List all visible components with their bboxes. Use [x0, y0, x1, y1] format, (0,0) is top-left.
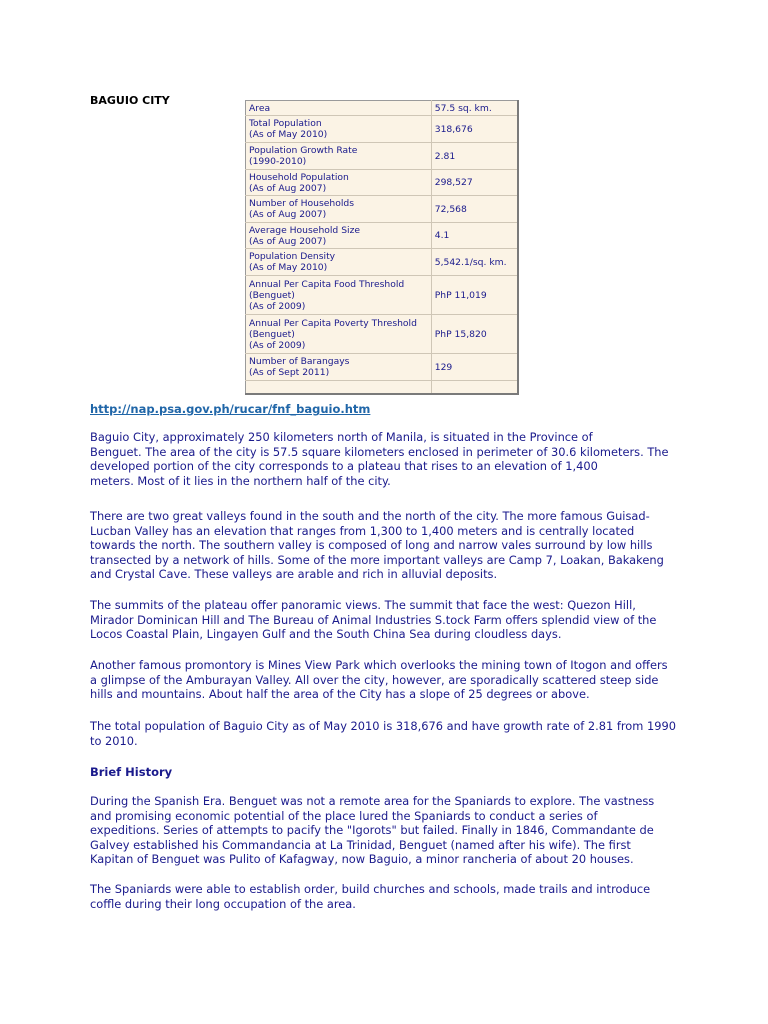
fact-value: 72,568 — [431, 196, 518, 223]
fact-value: PhP 15,820 — [431, 315, 518, 354]
city-facts-table — [245, 100, 519, 395]
fact-value: 5,542.1/sq. km. — [431, 249, 518, 276]
table-row — [246, 249, 519, 276]
fact-label: Number of Households (As of Aug 2007) — [246, 196, 432, 223]
table-row — [246, 116, 519, 143]
fact-label: Total Population (As of May 2010) — [246, 116, 432, 143]
fact-value: PhP 11,019 — [431, 276, 518, 315]
fact-label: Population Growth Rate (1990-2010) — [246, 143, 432, 170]
fact-label: Household Population (As of Aug 2007) — [246, 170, 432, 196]
fact-value: 4.1 — [431, 223, 518, 249]
table-row — [246, 101, 519, 116]
fact-value: 318,676 — [431, 116, 518, 143]
table-row — [246, 381, 519, 395]
table-row — [246, 143, 519, 170]
fact-value: 298,527 — [431, 170, 518, 196]
table-row — [246, 315, 519, 354]
table-row — [246, 196, 519, 223]
body-paragraph: Another famous promontory is Mines View Park which overlooks the mining town of Itogon and offers a glimpse of the Amburayan Valley. All over the city, however, are sporadically scattered steep side hills and mountains. About half the area of the City has a slope of 25 degrees or above. — [90, 658, 668, 701]
fact-label: Population Density (As of May 2010) — [246, 249, 432, 276]
table-row — [246, 170, 519, 196]
body-paragraph: There are two great valleys found in the south and the north of the city. The more famous Guisad- Lucban Valley has an elevation that ranges from 1,300 to 1,400 meters and is centrally located towards the north. The southern valley is composed of long and narrow vales surround by low hills transected by a network of hills. Some of the more important valleys are Camp 7, Loakan, Bakakeng and Crystal Cave. These valleys are arable and rich in alluvial deposits. — [90, 509, 664, 581]
fact-value: 129 — [431, 354, 518, 381]
table-row — [246, 354, 519, 381]
fact-label: Number of Barangays (As of Sept 2011) — [246, 354, 432, 381]
fact-value: 57.5 sq. km. — [431, 101, 518, 116]
fact-value: 2.81 — [431, 143, 518, 170]
table-row — [246, 276, 519, 315]
body-paragraph: The total population of Baguio City as of May 2010 is 318,676 and have growth rate of 2.81 from 1990 to 2010. — [90, 719, 676, 748]
history-paragraph: The Spaniards were able to establish order, build churches and schools, made trails and introduce coffle during their long occupation of the area. — [90, 882, 651, 911]
body-paragraph: Baguio City, approximately 250 kilometers north of Manila, is situated in the Province of Benguet. The area of the city is 57.5 square kilometers enclosed in perimeter of 30.6 kilometers. The developed portion of the city corresponds to a plateau that rises to an elevation of 1,400 meters. Most of it lies in the northern half of the city. — [90, 430, 669, 488]
fact-label: Annual Per Capita Poverty Threshold (Benguet) (As of 2009) — [246, 315, 432, 354]
page-title: BAGUIO CITY — [90, 94, 170, 107]
fact-label: Annual Per Capita Food Threshold (Benguet) (As of 2009) — [246, 276, 432, 315]
fact-label: Area — [246, 101, 432, 116]
body-paragraph: The summits of the plateau offer panoramic views. The summit that face the west: Quezon Hill, Mirador Dominican Hill and The Bureau of Animal Industries S.tock Farm offers splendid view of the Locos Coastal Plain, Lingayen Gulf and the South China Sea during cloudless days. — [90, 598, 657, 641]
source-link[interactable]: http://nap.psa.gov.ph/rucar/fnf_baguio.htm — [90, 402, 371, 416]
section-heading: Brief History — [90, 765, 173, 779]
history-paragraph: During the Spanish Era. Benguet was not a remote area for the Spaniards to explore. The vastness and promising economic potential of the place lured the Spaniards to conduct a series of expeditions. Series of attempts to pacify the "Igorots" but failed. Finally in 1846, Commandante de Galvey established his Commandancia at La Trinidad, Benguet (named after his wife). The first Kapitan of Benguet was Pulito of Kafagway, now Baguio, a minor rancheria of about 20 houses. — [90, 794, 655, 866]
fact-label: Average Household Size (As of Aug 2007) — [246, 223, 432, 249]
table-row — [246, 223, 519, 249]
